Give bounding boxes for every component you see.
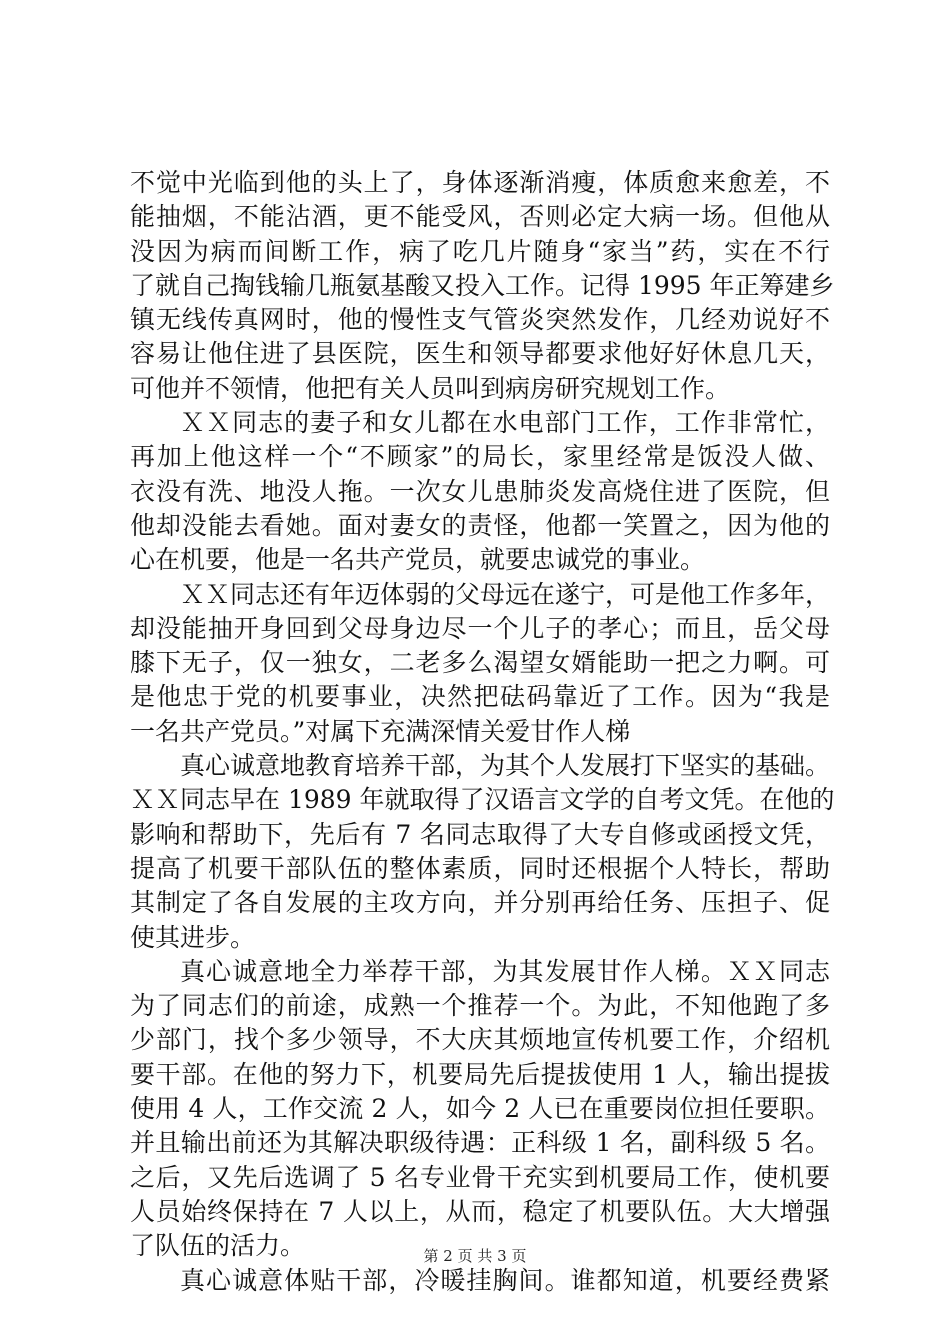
text-line: 影响和帮助下，先后有 7 名同志取得了大专自修或函授文凭， [130, 819, 830, 849]
text-line: 再加上他这样一个“不顾家”的局长，家里经常是饭没人做、 [130, 442, 830, 472]
text-line: 能抽烟，不能沾酒，更不能受风，否则必定大病一场。但他从 [130, 202, 830, 232]
text-line: 不觉中光临到他的头上了，身体逐渐消瘦，体质愈来愈差，不 [130, 168, 830, 197]
text-line: 少部门，找个多少领导，不大庆其烦地宣传机要工作，介绍机 [130, 1025, 830, 1055]
text-line: ＸＸ同志早在 1989 年就取得了汉语言文学的自考文凭。在他的 [130, 785, 835, 815]
text-line: 使其进步。 [130, 922, 256, 952]
text-line: 一名共产党员。”对属下充满深情关爱甘作人梯 [130, 716, 631, 746]
text-line: 容易让他住进了县医院，医生和领导都要求他好好休息几天， [130, 339, 830, 369]
text-line: 却没能抽开身回到父母身边尽一个儿子的孝心；而且，岳父母 [130, 613, 830, 643]
text-line: 人员始终保持在 7 人以上，从而，稳定了机要队伍。大大增强 [130, 1196, 830, 1226]
document-body [130, 166, 835, 1298]
text-line: ＸＸ同志还有年迈体弱的父母远在遂宁，可是他工作多年， [180, 579, 831, 609]
text-line: ＸＸ同志的妻子和女儿都在水电部门工作，工作非常忙， [180, 408, 830, 438]
text-line: 镇无线传真网时，他的慢性支气管炎突然发作，几经劝说好不 [130, 305, 830, 335]
text-line: 心在机要，他是一名共产党员，就要忠诚党的事业。 [130, 545, 706, 575]
text-line: 之后，又先后选调了 5 名专业骨干充实到机要局工作，使机要 [130, 1162, 830, 1192]
text-line: 真心诚意地教育培养干部，为其个人发展打下坚实的基础。 [180, 751, 831, 781]
text-line: 是他忠于党的机要事业，决然把砝码靠近了工作。因为“我是 [130, 682, 830, 712]
text-line: 其制定了各自发展的主攻方向，并分别再给任务、压担子、促 [130, 888, 830, 918]
text-line: 膝下无子，仅一独女，二老多么渴望女婿能助一把之力啊。可 [130, 648, 830, 678]
text-line: 真心诚意体贴干部，冷暖挂胸间。谁都知道，机要经费紧 [180, 1265, 830, 1295]
text-line: 他却没能去看她。面对妻女的责怪，他都一笑置之，因为他的 [130, 510, 830, 540]
text-line: 了就自己掏钱输几瓶氨基酸又投入工作。记得 1995 年正筹建乡 [130, 270, 835, 300]
text-line: 为了同志们的前途，成熟一个推荐一个。为此，不知他跑了多 [130, 991, 830, 1021]
text-line: 真心诚意地全力举荐干部，为其发展甘作人梯。ＸＸ同志 [180, 956, 830, 986]
text-line: 没因为病而间断工作，病了吃几片随身“家当”药，实在不行 [130, 236, 830, 266]
text-line: 可他并不领情，他把有关人员叫到病房研究规划工作。 [130, 373, 731, 403]
text-line: 衣没有洗、地没人拖。一次女儿患肺炎发高烧住进了医院，但 [130, 476, 830, 506]
text-line: 要干部。在他的努力下，机要局先后提拔使用 1 人，输出提拔 [130, 1059, 830, 1089]
text-line: 并且输出前还为其解决职级待遇：正科级 1 名，副科级 5 名。 [130, 1128, 830, 1158]
page-number-footer: 第 2 页 共 3 页 [423, 1247, 527, 1265]
text-line: 了队伍的活力。 [130, 1231, 306, 1261]
text-line: 提高了机要干部队伍的整体素质，同时还根据个人特长，帮助 [130, 853, 830, 883]
text-line: 使用 4 人，工作交流 2 人，如今 2 人已在重要岗位担任要职。 [130, 1094, 830, 1124]
